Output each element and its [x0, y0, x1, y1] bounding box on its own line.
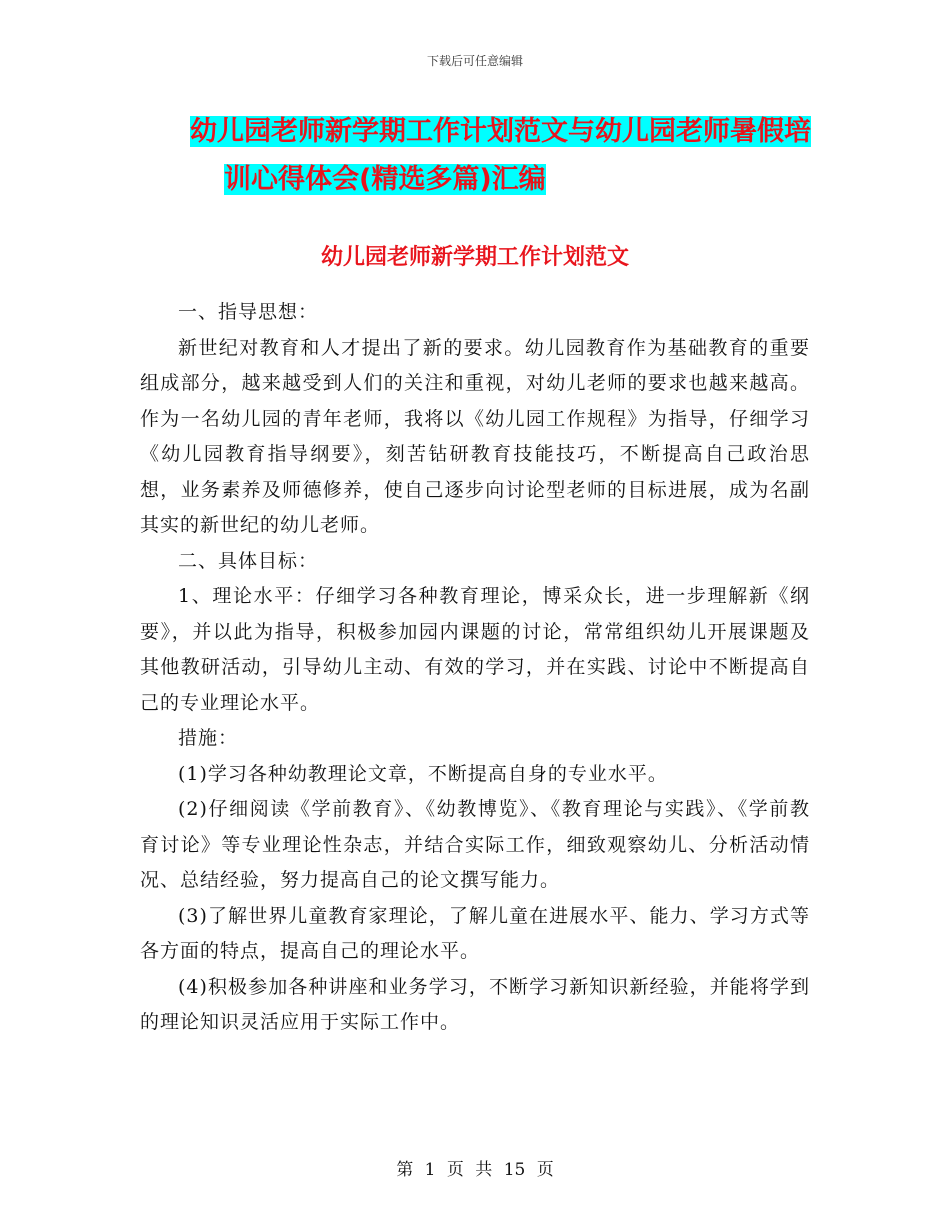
header-note: 下载后可任意编辑: [426, 54, 523, 68]
section-title: 幼儿园老师新学期工作计划范文: [320, 245, 629, 270]
list-item: (2)仔细阅读《学前教育》、《幼教博览》、《教育理论与实践》、《学前教育讨论》等专业理论性杂志，并结合实际工作，细致观察幼儿、分析活动情况、总结经验，努力提高自己的论文撰写能力。: [140, 798, 810, 891]
heading-specific-goals: 二、具体目标：: [178, 549, 319, 572]
paragraph: 新世纪对教育和人才提出了新的要求。幼儿园教育作为基础教育的重要组成部分，越来越受到人们的关注和重视，对幼儿老师的要求也越来越高。作为一名幼儿园的青年老师，我将以《幼儿园工作规程》为指导，仔细学习《幼儿园教育指导纲要》，刻苦钻研教育技能技巧，不断提高自己政治思想，业务素养及师德修养，使自己逐步向讨论型老师的目标进展，成为名副其实的新世纪的幼儿老师。: [140, 336, 810, 536]
measures-label: 措施：: [178, 727, 239, 749]
document-title: [190, 108, 830, 204]
list-item: (3)了解世界儿童教育家理论，了解儿童在进展水平、能力、学习方式等各方面的特点，提高自己的理论水平。: [140, 904, 810, 962]
title-line-2: 训心得体会(精选多篇)汇编: [224, 164, 546, 195]
title-line-1: 幼儿园老师新学期工作计划范文与幼儿园老师暑假培: [190, 116, 811, 147]
list-item: (1)学习各种幼教理论文章，不断提高自身的专业水平。: [178, 762, 668, 785]
paragraph: 1、理论水平：仔细学习各种教育理论，博采众长，进一步理解新《纲要》，并以此为指导，积极参加园内课题的讨论，常常组织幼儿开展课题及其他教研活动，引导幼儿主动、有效的学习，并在实践、讨论中不断提高自己的专业理论水平。: [140, 585, 810, 714]
heading-guiding-thought: 一、指导思想：: [178, 301, 319, 323]
document-body: [140, 295, 810, 1041]
page-footer: 第 1 页 共 15 页: [396, 1160, 554, 1180]
list-item: (4)积极参加各种讲座和业务学习，不断学习新知识新经验，并能将学到的理论知识灵活应用于实际工作中。: [140, 975, 810, 1033]
